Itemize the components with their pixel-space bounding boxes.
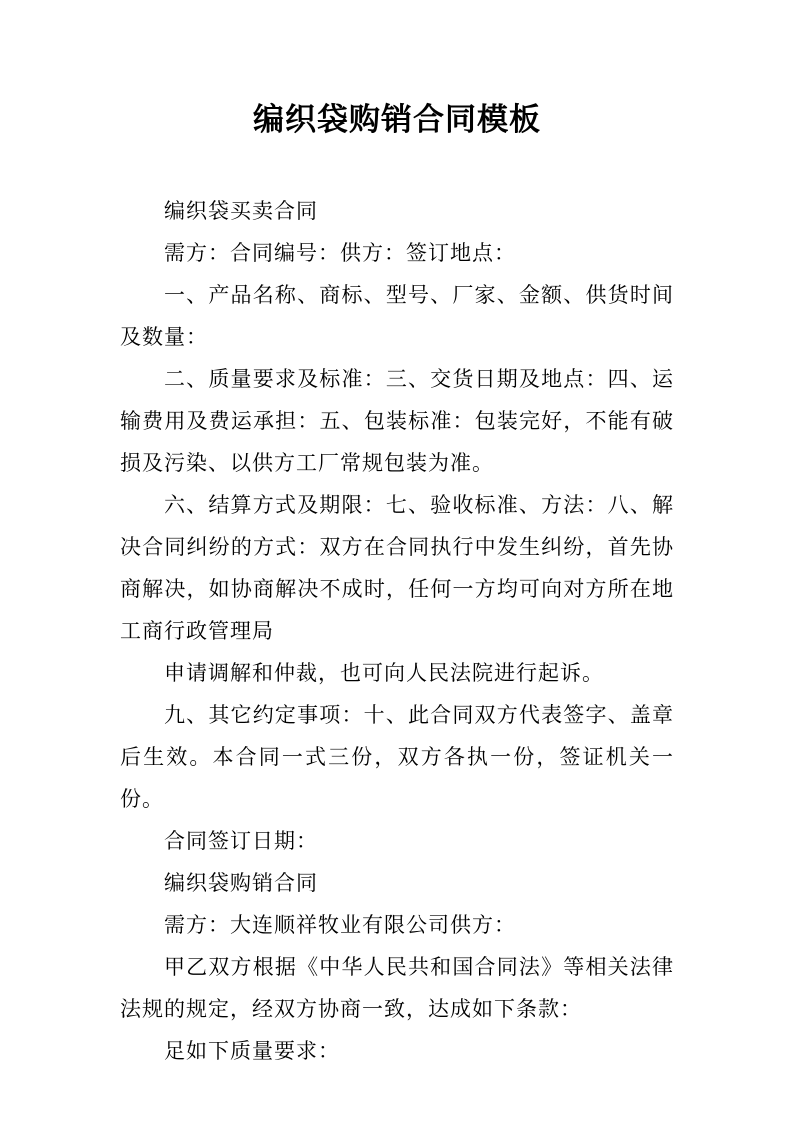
paragraph-clauses-6-8: 六、结算方式及期限：七、验收标准、方法：八、解决合同纠纷的方式：双方在合同执行中发生纠纷，首先协商解决，如协商解决不成时，任何一方均可向对方所在地工商行政管理局 bbox=[120, 493, 674, 643]
document-title: 编织袋购销合同模板 bbox=[253, 102, 541, 138]
paragraph-contract-name: 编织袋买卖合同 bbox=[164, 199, 318, 223]
paragraph-agreement-basis: 甲乙双方根据《中华人民共和国合同法》等相关法律法规的规定，经双方协商一致，达成如下条款： bbox=[120, 955, 674, 1021]
document-body bbox=[120, 190, 674, 1072]
paragraph-second-contract-title: 编织袋购销合同 bbox=[164, 871, 318, 895]
paragraph-arbitration: 申请调解和仲裁，也可向人民法院进行起诉。 bbox=[164, 661, 604, 685]
paragraph-clauses-9-10: 九、其它约定事项：十、此合同双方代表签字、盖章后生效。本合同一式三份，双方各执一份，签证机关一份。 bbox=[120, 703, 674, 811]
paragraph-buyer: 需方：大连顺祥牧业有限公司供方： bbox=[164, 913, 516, 937]
paragraph-quality-requirements: 足如下质量要求： bbox=[164, 1039, 340, 1063]
paragraph-clauses-2-5: 二、质量要求及标准：三、交货日期及地点：四、运输费用及费运承担：五、包装标准：包装完好，不能有破损及污染、以供方工厂常规包装为准。 bbox=[120, 367, 674, 475]
paragraph-clause-1: 一、产品名称、商标、型号、厂家、金额、供货时间及数量： bbox=[120, 283, 674, 349]
paragraph-parties-header: 需方：合同编号：供方：签订地点： bbox=[164, 241, 516, 265]
paragraph-signing-date: 合同签订日期： bbox=[164, 829, 318, 853]
